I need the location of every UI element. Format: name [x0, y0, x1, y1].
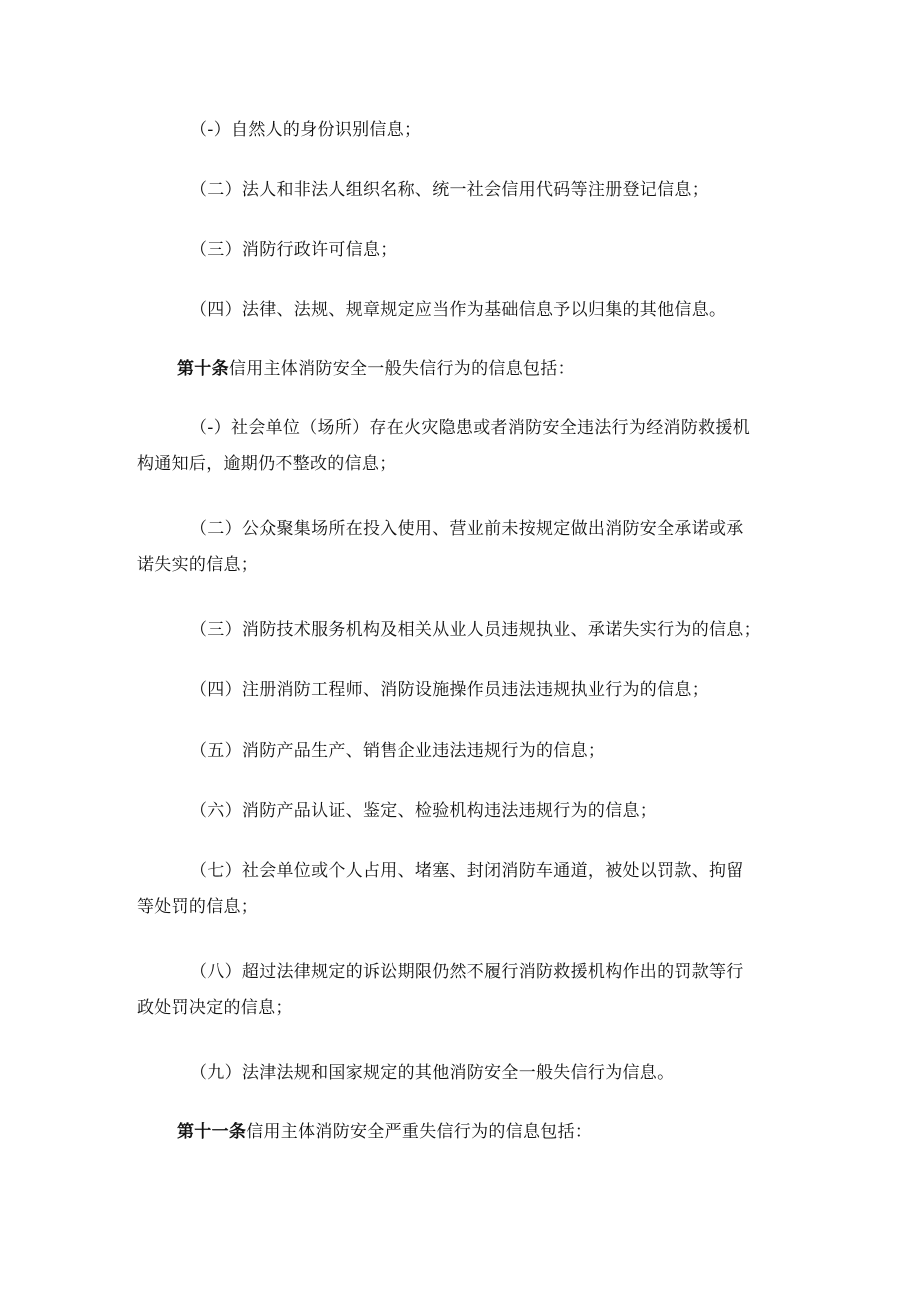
paragraph-item-2: （二）法人和非法人组织名称、统一社会信用代码等注册登记信息； — [190, 180, 709, 200]
paragraph-item-1: （-）自然人的身份识别信息； — [190, 120, 422, 140]
paragraph-item-13: （九）法津法规和国家规定的其他消防安全一般失信行为信息。 — [190, 1063, 675, 1083]
article-number: 第十一条 — [177, 1122, 247, 1142]
paragraph-item-3: （三）消防行政许可信息； — [190, 240, 398, 260]
article-11 — [137, 1114, 792, 1150]
article-text: 信用主体消防安全一般失信行为的信息包括： — [228, 359, 575, 379]
article-10 — [137, 351, 792, 387]
paragraph-item-7: （三）消防技术服务机构及相关从业人员违规执业、承诺失实行为的信息； — [190, 620, 761, 640]
paragraph-item-12: （八）超过法律规定的诉讼期限仍然不履行消防救援机构作出的罚款等行 政处罚决定的信息； — [137, 962, 744, 1018]
paragraph-item-5: （-）社会单位（场所）存在火灾隐患或者消防安全违法行为经消防救援机 构通知后，逾期仍不整改的信息； — [137, 418, 751, 474]
paragraph-item-9: （五）消防产品生产、销售企业违法违规行为的信息； — [190, 741, 606, 761]
paragraph-item-11: （七）社会单位或个人占用、堵塞、封闭消防车通道，被处以罚款、拘留 等处罚的信息； — [137, 861, 744, 917]
paragraph-item-10: （六）消防产品认证、鉴定、检验机构违法违规行为的信息； — [190, 801, 658, 821]
paragraph-item-8: （四）注册消防工程师、消防设施操作员违法违规执业行为的信息； — [190, 680, 709, 700]
article-text: 信用主体消防安全严重失信行为的信息包括： — [246, 1122, 593, 1142]
paragraph-item-4: （四）法律、法规、规章规定应当作为基础信息予以归集的其他信息。 — [190, 300, 727, 320]
paragraph-item-6: （二）公众聚集场所在投入使用、营业前未按规定做出消防安全承诺或承 诺失实的信息； — [137, 519, 744, 575]
article-number: 第十条 — [177, 359, 229, 379]
